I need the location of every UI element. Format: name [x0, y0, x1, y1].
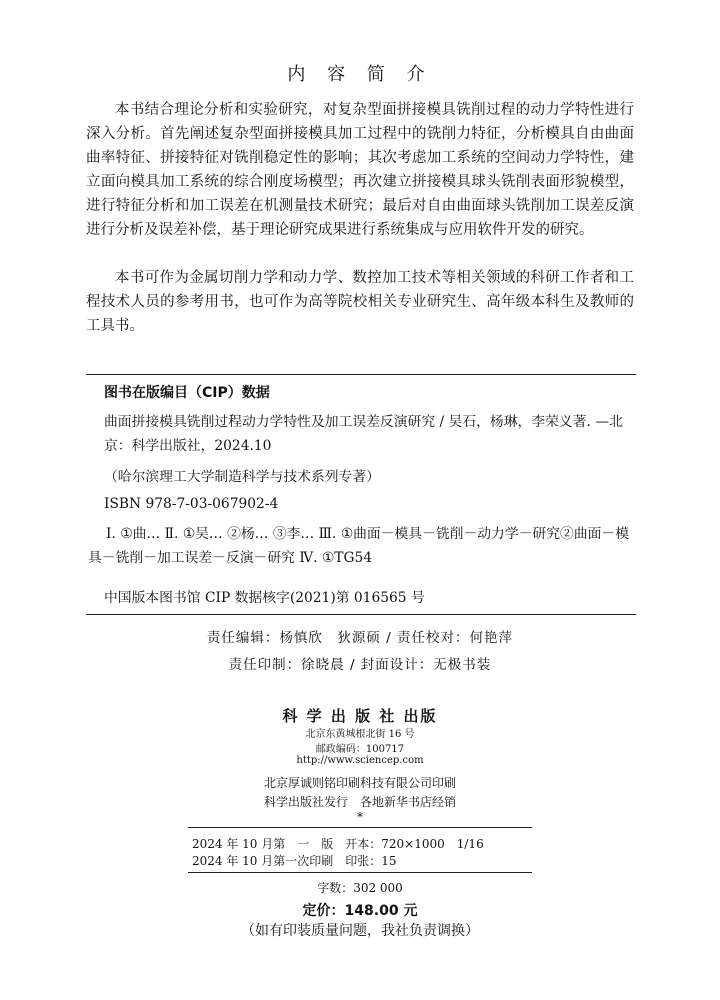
cip-number: 中国版本图书馆 CIP 数据核字(2021)第 016565 号: [104, 590, 425, 606]
edition-rule: [188, 827, 532, 828]
edition-rule-bottom: [188, 872, 532, 873]
publisher-url: http://www.sciencep.com: [296, 755, 424, 766]
credits-printing: 责任印制：徐晓晨 / 封面设计：无极书装: [228, 657, 492, 673]
intro-paragraph-2-text: 本书可作为金属切削力学和动力学、数控加工技术等相关领域的科研工作者和工程技术人员的参考用书，也可作为高等院校相关专业研究生、高年级本科生及教师的工具书。: [86, 270, 634, 334]
cip-top-rule: [86, 374, 636, 375]
publisher-name: 科 学 出 版 社 出版: [282, 707, 438, 725]
edition-row-2: 2024 年 10 月第一次印刷 印张：15: [192, 854, 397, 868]
cip-isbn: ISBN 978-7-03-067902-4: [104, 496, 279, 512]
cip-classification: Ⅰ. ①曲… Ⅱ. ①吴… ②杨… ③李… Ⅲ. ①曲面－模具－铣削－动力学－研究②曲面－模具－铣削－加工误差－反演－研究 Ⅳ. ①TG54: [88, 526, 629, 566]
cip-heading: 图书在版编目（CIP）数据: [104, 385, 270, 401]
edition-row-1: 2024 年 10 月第 一 版 开本：720×1000 1/16: [192, 837, 484, 851]
word-count: 字数：302 000: [317, 881, 403, 895]
intro-paragraph-1: [86, 98, 634, 242]
credits-editors: 责任编辑：杨慎欣 狄源硕 / 责任校对：何艳萍: [206, 630, 514, 646]
price: 定价：148.00 元: [302, 903, 418, 919]
publisher-address: 北京东黄城根北街 16 号: [305, 729, 415, 740]
printer-line: 北京厚诚则铭印刷科技有限公司印刷: [263, 776, 456, 790]
intro-paragraph-2: [86, 266, 634, 338]
distribution-line: 科学出版社发行 各地新华书店经销: [263, 795, 456, 809]
page-title: 内 容 简 介: [287, 64, 433, 85]
separator-star: *: [357, 810, 363, 824]
intro-paragraph-1-text: 本书结合理论分析和实验研究，对复杂型面拼接模具铣削过程的动力学特性进行深入分析。首先阐述复杂型面拼接模具加工过程中的铣削力特征，分析模具自由曲面曲率特征、拼接特征对铣削稳定性的影响；其次考虑加工系统的空间动力学特性，建立面向模具加工系统的综合刚度场模型；再次建立拼接模具球头铣削表面形貌模型，进行特征分析和加工误差在机测量技术研究；最后对自由曲面球头铣削加工误差反演进行分析及误差补偿，基于理论研究成果进行系统集成与应用软件开发的研究。: [86, 102, 634, 238]
publisher-postcode: 邮政编码：100717: [315, 744, 405, 755]
cip-series: （哈尔滨理工大学制造科学与技术系列专著）: [104, 469, 380, 485]
cip-record: 曲面拼接模具铣削过程动力学特性及加工误差反演研究 / 吴石，杨琳，李荣义著. —北京：科学出版社，2024.10: [104, 414, 623, 454]
cip-bottom-rule: [86, 614, 636, 615]
quality-notice: （如有印装质量问题，我社负责调换）: [241, 923, 479, 939]
